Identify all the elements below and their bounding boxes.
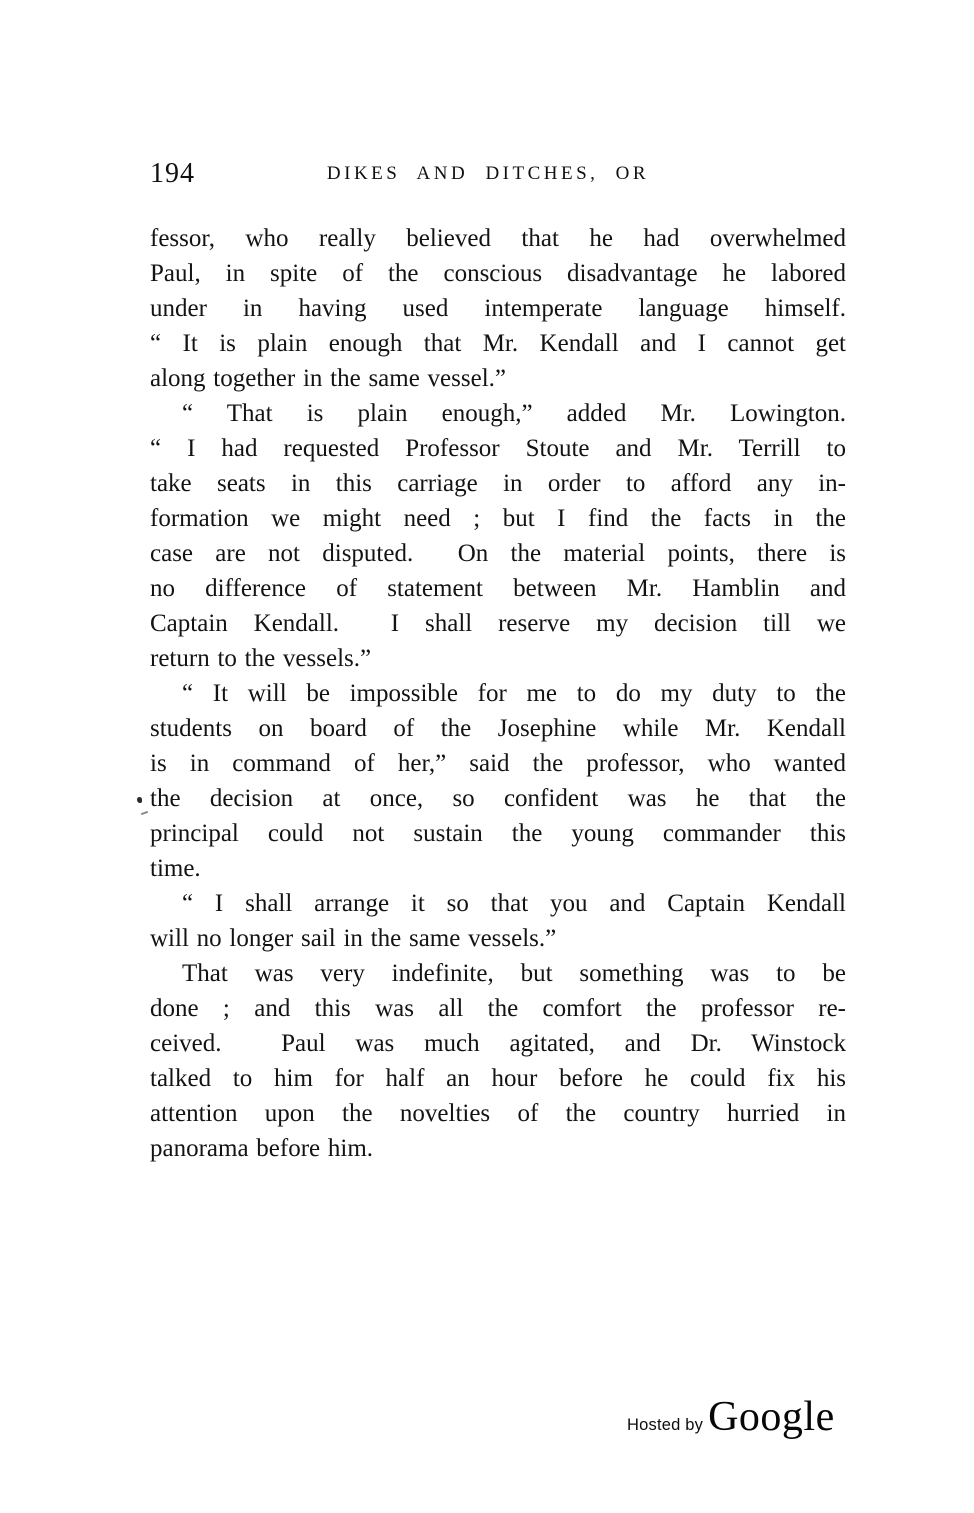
text-line: “ It is plain enough that Mr. Kendall and I cannot get xyxy=(150,330,846,357)
text-line: “ I had requested Professor Stoute and Mr. Terrill to xyxy=(150,435,846,462)
running-title: DIKES AND DITCHES, OR xyxy=(326,163,650,184)
text-line: “ That is plain enough,” added Mr. Lowington. xyxy=(182,400,846,427)
text-line: talked to him for half an hour before he could fix his xyxy=(150,1065,846,1092)
text-line: no difference of statement between Mr. Hamblin and xyxy=(150,575,846,602)
text-line: fessor, who really believed that he had overwhelmed xyxy=(150,225,846,252)
text-line: “ It will be impossible for me to do my duty to the xyxy=(182,680,846,707)
text-line: attention upon the novelties of the country hurried in xyxy=(150,1100,846,1127)
text-line: is in command of her,” said the professor, who wanted xyxy=(150,750,846,777)
google-watermark xyxy=(627,1396,835,1438)
text-line: That was very indefinite, but something was to be xyxy=(182,960,846,987)
text-line: take seats in this carriage in order to afford any in- xyxy=(150,470,846,497)
text-line: case are not disputed. On the material points, there is xyxy=(150,540,846,567)
page-header xyxy=(150,158,846,192)
text-line: “ I shall arrange it so that you and Captain Kendall xyxy=(182,890,846,917)
scan-speck xyxy=(137,797,142,803)
text-line: formation we might need ; but I find the facts in the xyxy=(150,505,846,532)
google-logo: Google xyxy=(708,1394,835,1440)
page-number: 194 xyxy=(150,158,195,189)
text-line: along together in the same vessel.” xyxy=(150,365,506,392)
text-line: will no longer sail in the same vessels.” xyxy=(150,925,557,952)
hosted-by-label: Hosted by xyxy=(627,1416,704,1434)
text-line: the decision at once, so confident was he that the xyxy=(150,785,846,812)
text-line: ceived. Paul was much agitated, and Dr. Winstock xyxy=(150,1030,846,1057)
page-text xyxy=(150,221,846,1166)
scan-speck xyxy=(141,811,148,815)
text-line: Paul, in spite of the conscious disadvantage he labored xyxy=(150,260,846,287)
text-line: return to the vessels.” xyxy=(150,645,372,672)
text-line: principal could not sustain the young commander this xyxy=(150,820,846,847)
text-line: students on board of the Josephine while Mr. Kendall xyxy=(150,715,846,742)
text-line: time. xyxy=(150,855,201,882)
text-line: under in having used intemperate language himself. xyxy=(150,295,846,322)
text-line: done ; and this was all the comfort the professor re- xyxy=(150,995,846,1022)
text-line: panorama before him. xyxy=(150,1135,374,1162)
text-line: Captain Kendall. I shall reserve my decision till we xyxy=(150,610,846,637)
